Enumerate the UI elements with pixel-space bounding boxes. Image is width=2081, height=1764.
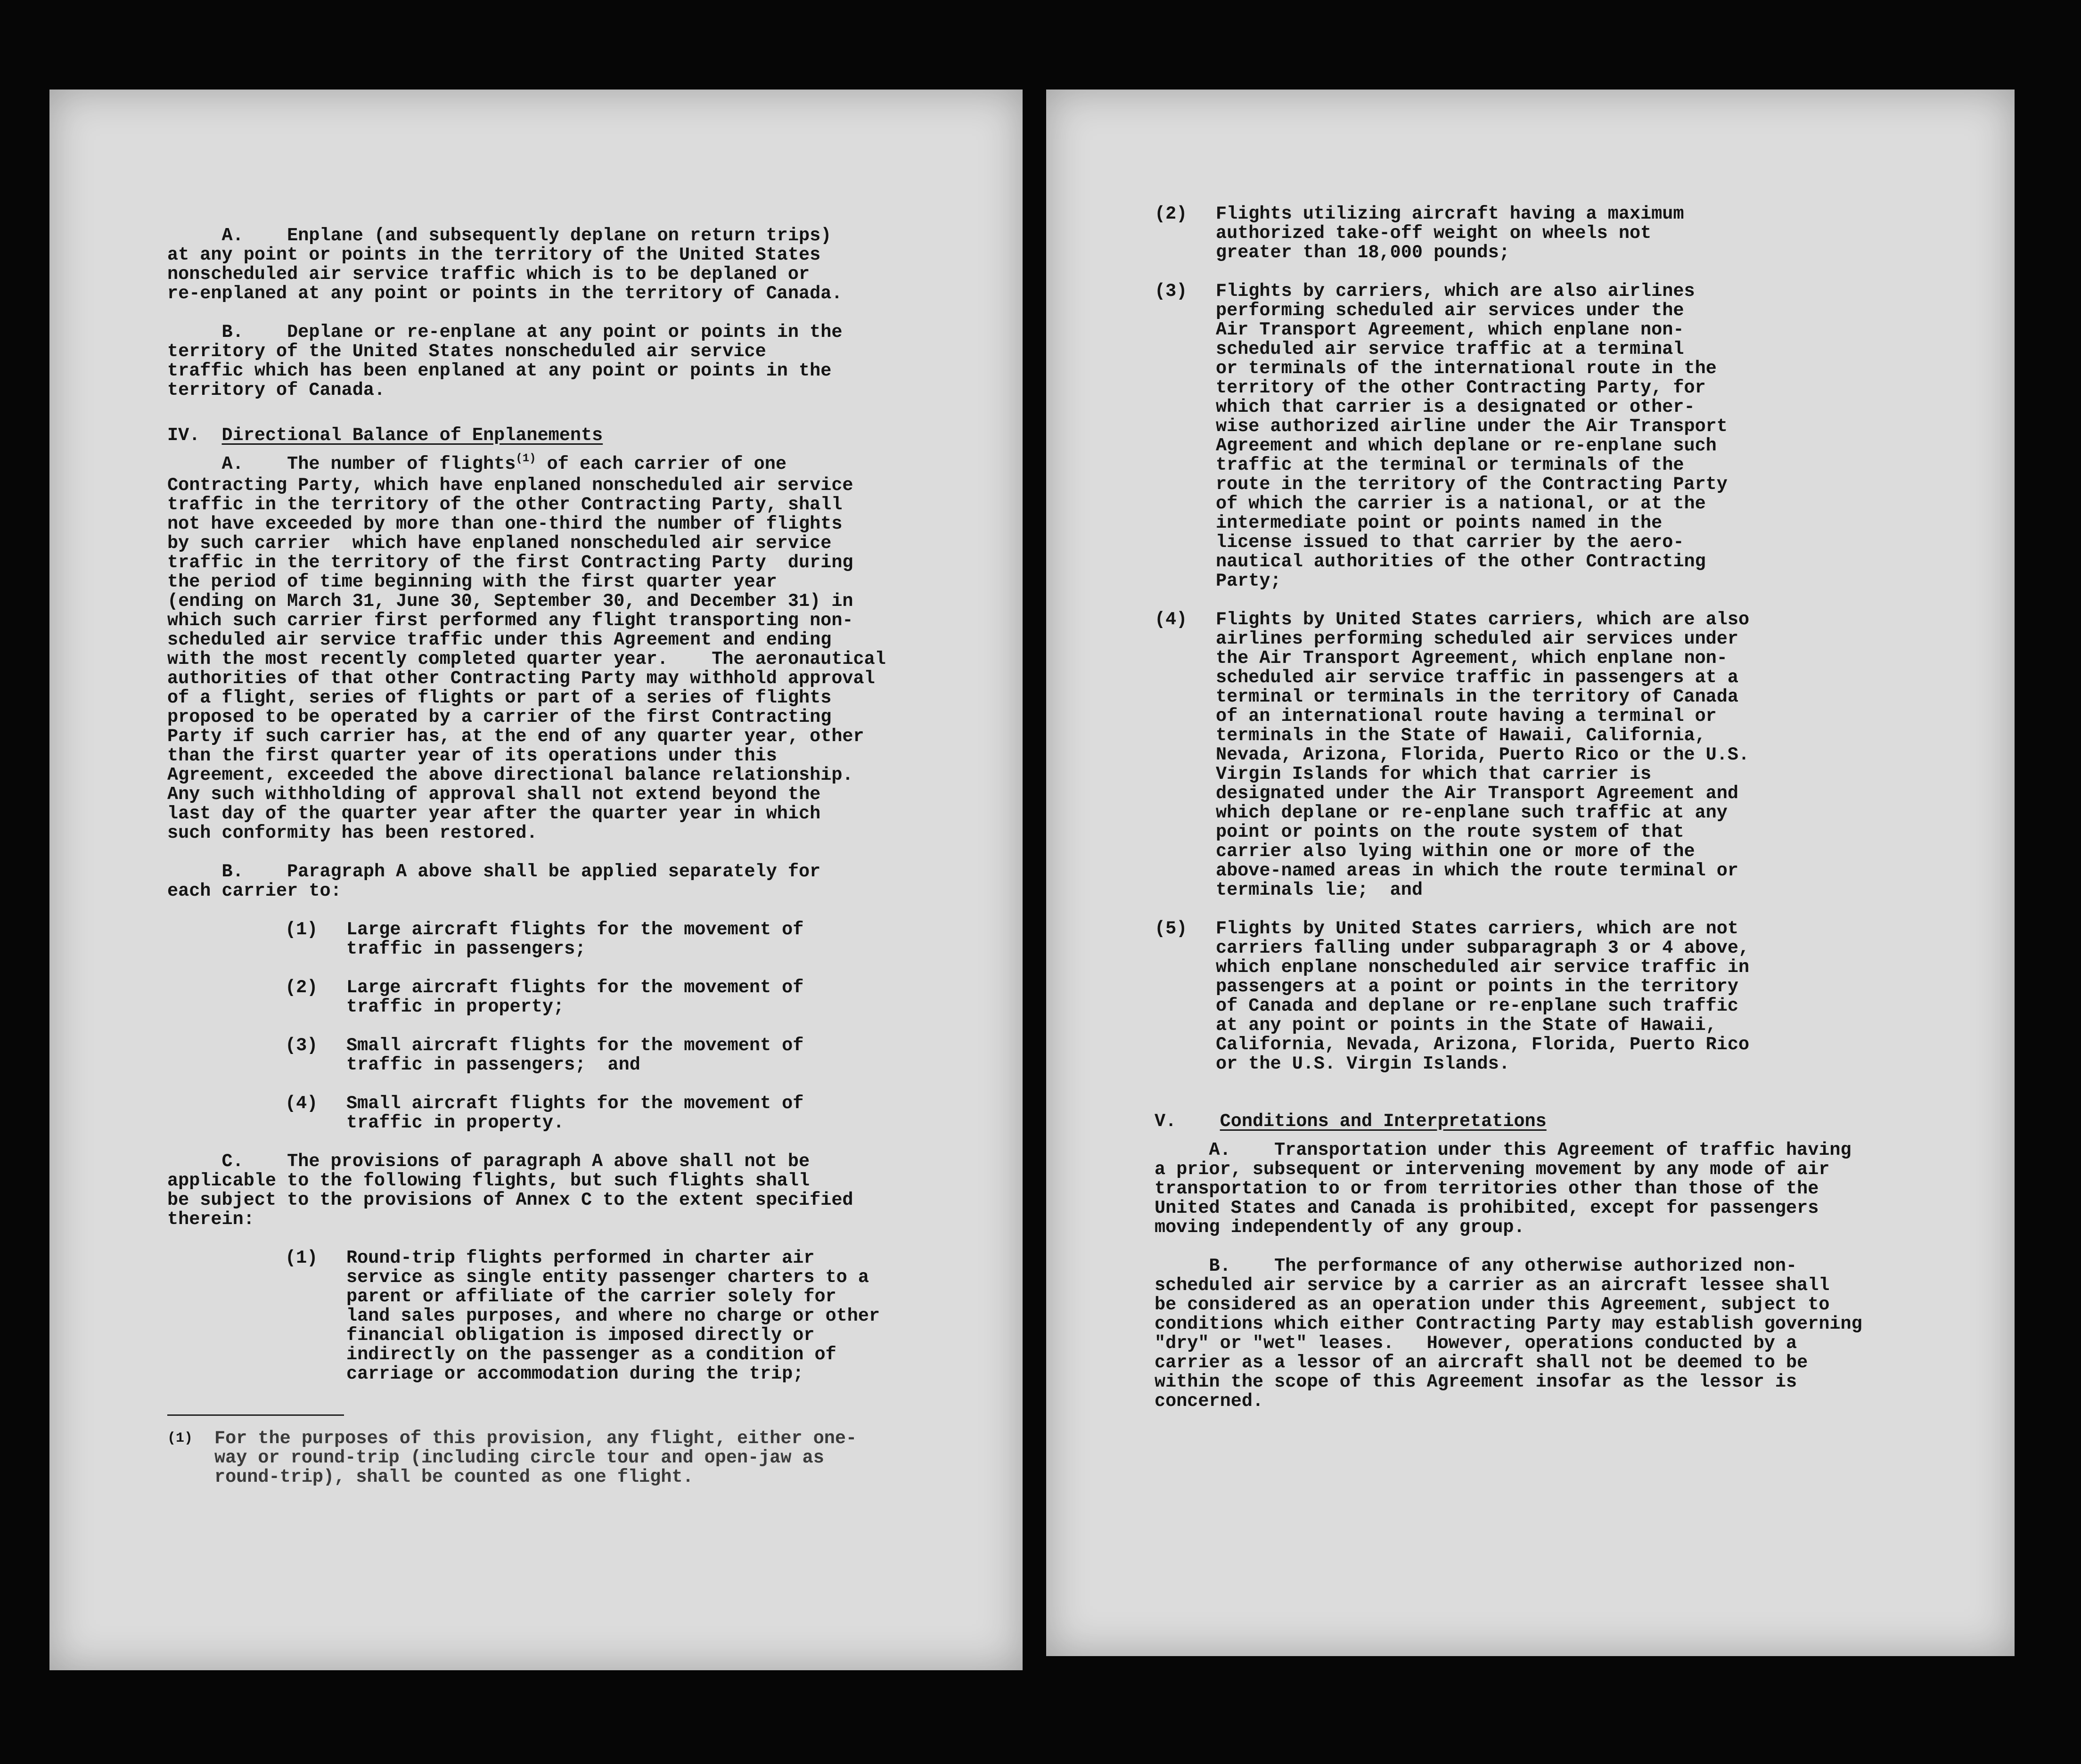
text-line: scheduled air service by a carrier as an aircraft lessee shall: [1155, 1275, 1830, 1296]
text-line: designated under the Air Transport Agreement and: [1216, 783, 1738, 804]
text-line: way or round-trip (including circle tour and open-jaw as: [214, 1447, 824, 1468]
paragraph-4a: [167, 476, 997, 843]
text-line: traffic at the terminal or terminals of the: [1216, 455, 1684, 475]
text-line: "dry" or "wet" leases. However, operations conducted by a: [1155, 1333, 1797, 1354]
text-line: carriage or accommodation during the trip;: [346, 1364, 804, 1384]
text-line: Small aircraft flights for the movement of: [346, 1093, 804, 1114]
text-line: traffic in property;: [346, 996, 565, 1017]
text-line: Virgin Islands for which that carrier is: [1216, 764, 1652, 784]
text-line: land sales purposes, and where no charge or other: [346, 1306, 880, 1326]
text-line: traffic in passengers; and: [346, 1054, 640, 1075]
paragraph-4a-lead-rest: of each carrier of one: [536, 454, 787, 474]
text-line: Any such withholding of approval shall not extend beyond the: [167, 784, 821, 805]
section-iv-number: IV.: [167, 425, 200, 446]
list-item: [285, 978, 997, 1017]
item-text: [346, 920, 803, 959]
text-line: Large aircraft flights for the movement of: [346, 977, 804, 998]
text-line: of a flight, series of flights or part of a series of flights: [167, 687, 832, 708]
text-line: the Air Transport Agreement, which enplane non-: [1216, 648, 1728, 669]
text-line: Flights by United States carriers, which are not: [1216, 918, 1738, 939]
text-line: or the U.S. Virgin Islands.: [1216, 1054, 1510, 1074]
text-line: applicable to the following flights, but such flights shall: [167, 1170, 810, 1191]
text-line: re-enplaned at any point or points in the territory of Canada.: [167, 283, 843, 304]
text-line: B. Deplane or re-enplane at any point or points in the: [167, 322, 843, 343]
text-line: terminals in the State of Hawaii, California,: [1216, 725, 1706, 746]
text-line: license issued to that carrier by the aero-: [1216, 532, 1684, 553]
item-text: [1216, 610, 1749, 900]
text-line: B. The performance of any otherwise authorized non-: [1155, 1256, 1797, 1276]
paragraph-4a-first-line: [167, 452, 997, 476]
item-text: [346, 1249, 880, 1384]
item-number: (2): [285, 977, 318, 998]
text-line: be subject to the provisions of Annex C to the extent specified: [167, 1190, 853, 1210]
list-item: [285, 1094, 997, 1133]
item-number: (4): [285, 1093, 318, 1114]
text-line: Round-trip flights performed in charter air: [346, 1248, 815, 1268]
text-line: carrier as a lessor of an aircraft shall not be deemed to be: [1155, 1352, 1808, 1373]
text-line: Agreement, exceeded the above directional balance relationship.: [167, 765, 853, 785]
item-number: (3): [1155, 281, 1188, 302]
text-line: Flights by United States carriers, which are also: [1216, 609, 1750, 630]
paragraph-4b: [167, 862, 997, 901]
paragraph-4c: [167, 1152, 997, 1229]
text-line: point or points on the route system of that: [1216, 822, 1684, 842]
text-line: at any point or points in the territory of the United States: [167, 245, 821, 265]
paragraph-4c-item-1: [285, 1249, 997, 1384]
text-line: territory of the United States nonscheduled air service: [167, 341, 766, 362]
list-item: [285, 920, 997, 959]
text-line: Air Transport Agreement, which enplane non-: [1216, 319, 1684, 340]
text-line: service as single entity passenger charters to a: [346, 1267, 869, 1288]
text-line: Small aircraft flights for the movement of: [346, 1035, 804, 1056]
text-line: Party;: [1216, 571, 1281, 591]
text-line: a prior, subsequent or intervening movement by any mode of air: [1155, 1159, 1830, 1180]
section-iv-heading: [167, 426, 997, 445]
item-text: [346, 978, 803, 1017]
text-line: airlines performing scheduled air services under: [1216, 629, 1738, 649]
item-text: [346, 1094, 803, 1133]
paragraph-4a-lead: A. The number of flights: [167, 454, 516, 474]
list-item: [285, 1036, 997, 1075]
text-line: nonscheduled air service traffic which is to be deplaned or: [167, 264, 810, 285]
text-line: traffic which has been enplaned at any point or points in the: [167, 360, 832, 381]
text-line: at any point or points in the State of Hawaii,: [1216, 1015, 1717, 1036]
text-line: C. The provisions of paragraph A above shall not be: [167, 1151, 810, 1172]
footnote-text: [214, 1429, 857, 1487]
list-item: [1155, 204, 2003, 262]
text-line: traffic in the territory of the other Contracting Party, shall: [167, 494, 843, 515]
text-line: parent or affiliate of the carrier solely for: [346, 1286, 836, 1307]
item-number: (3): [285, 1035, 318, 1056]
text-line: of an international route having a terminal or: [1216, 706, 1717, 727]
text-line: than the first quarter year of its operations under this: [167, 745, 777, 766]
text-line: performing scheduled air services under the: [1216, 300, 1684, 321]
text-line: Flights utilizing aircraft having a maximum: [1216, 204, 1684, 224]
paragraph-4c-items-continued: [1155, 204, 2003, 1074]
text-line: Agreement and which deplane or re-enplane such: [1216, 435, 1717, 456]
text-line: intermediate point or points named in the: [1216, 513, 1663, 533]
text-line: above-named areas in which the route terminal or: [1216, 860, 1738, 881]
text-line: with the most recently completed quarter year. The aeronautical: [167, 649, 886, 670]
text-line: concerned.: [1155, 1391, 1264, 1412]
text-line: scheduled air service traffic in passengers at a: [1216, 667, 1738, 688]
text-line: greater than 18,000 pounds;: [1216, 242, 1510, 263]
text-line: of which the carrier is a national, or at the: [1216, 493, 1706, 514]
text-line: or terminals of the international route in the: [1216, 358, 1717, 379]
text-line: A. Transportation under this Agreement of traffic having: [1155, 1140, 1852, 1160]
text-line: wise authorized airline under the Air Transport: [1216, 416, 1728, 437]
text-line: conditions which either Contracting Party may establish governing: [1155, 1314, 1862, 1334]
paragraph-5a: [1155, 1141, 2003, 1237]
text-line: terminals lie; and: [1216, 880, 1423, 900]
text-line: passengers at a point or points in the territory: [1216, 976, 1738, 997]
text-line: (ending on March 31, June 30, September 30, and December 31) in: [167, 591, 853, 612]
text-line: territory of the other Contracting Party, for: [1216, 377, 1706, 398]
text-line: moving independently of any group.: [1155, 1217, 1525, 1238]
text-line: carrier also lying within one or more of the: [1216, 841, 1695, 862]
text-line: scheduled air service traffic under this Agreement and ending: [167, 629, 832, 650]
text-line: proposed to be operated by a carrier of the first Contracting: [167, 707, 832, 727]
text-line: which enplane nonscheduled air service traffic in: [1216, 957, 1750, 978]
text-line: by such carrier which have enplaned nonscheduled air service: [167, 533, 832, 554]
item-text: [346, 1036, 803, 1075]
paragraph-5b: [1155, 1257, 2003, 1411]
item-text: [1216, 204, 1684, 262]
section-v-number: V.: [1155, 1111, 1177, 1132]
text-line: the period of time beginning with the first quarter year: [167, 572, 777, 592]
text-line: California, Nevada, Arizona, Florida, Puerto Rico: [1216, 1034, 1750, 1055]
text-line: which deplane or re-enplane such traffic at any: [1216, 802, 1728, 823]
text-line: route in the territory of the Contracting Party: [1216, 474, 1728, 495]
text-line: financial obligation is imposed directly or: [346, 1325, 815, 1346]
footnote: [167, 1429, 997, 1487]
left-page: [49, 90, 1023, 1670]
text-line: of Canada and deplane or re-enplane such traffic: [1216, 996, 1738, 1016]
item-number: (1): [285, 1248, 318, 1268]
text-line: B. Paragraph A above shall be applied separately for: [167, 861, 821, 882]
text-line: not have exceeded by more than one-third the number of flights: [167, 514, 843, 534]
text-line: indirectly on the passenger as a condition of: [346, 1344, 836, 1365]
text-line: traffic in property.: [346, 1112, 565, 1133]
text-line: Nevada, Arizona, Florida, Puerto Rico or the U.S.: [1216, 744, 1750, 765]
list-item: [1155, 919, 2003, 1074]
paragraph-3b: [167, 323, 997, 400]
text-line: which such carrier first performed any flight transporting non-: [167, 610, 853, 631]
text-line: A. Enplane (and subsequently deplane on return trips): [167, 225, 832, 246]
footnote-mark: (1): [167, 1430, 193, 1446]
section-v-heading: [1155, 1112, 2003, 1131]
section-iv-title: Directional Balance of Enplanements: [221, 425, 603, 446]
text-line: Party if such carrier has, at the end of any quarter year, other: [167, 726, 864, 747]
footnote-reference: (1): [516, 452, 536, 465]
text-line: such conformity has been restored.: [167, 823, 538, 843]
text-line: which that carrier is a designated or other-: [1216, 397, 1695, 417]
item-number: (2): [1155, 204, 1188, 224]
text-line: authorized take-off weight on wheels not: [1216, 223, 1652, 244]
text-line: be considered as an operation under this Agreement, subject to: [1155, 1294, 1830, 1315]
item-text: [1216, 282, 1728, 591]
text-line: United States and Canada is prohibited, except for passengers: [1155, 1198, 1819, 1218]
text-line: round-trip), shall be counted as one flight.: [214, 1467, 694, 1487]
footnote-divider: [167, 1414, 344, 1416]
text-line: therein:: [167, 1209, 254, 1230]
item-number: (4): [1155, 609, 1188, 630]
text-line: each carrier to:: [167, 881, 342, 901]
text-line: authorities of that other Contracting Party may withhold approval: [167, 668, 875, 689]
text-line: scheduled air service traffic at a terminal: [1216, 339, 1684, 359]
item-number: (1): [285, 919, 318, 940]
text-line: Contracting Party, which have enplaned nonscheduled air service: [167, 475, 853, 496]
list-item: [1155, 282, 2003, 591]
text-line: within the scope of this Agreement insofar as the lessor is: [1155, 1372, 1797, 1392]
text-line: nautical authorities of the other Contracting: [1216, 551, 1706, 572]
left-page-text: [167, 226, 997, 1487]
text-line: For the purposes of this provision, any flight, either one-: [214, 1428, 857, 1449]
text-line: territory of Canada.: [167, 380, 385, 400]
list-item: [1155, 610, 2003, 900]
text-line: traffic in the territory of the first Contracting Party during: [167, 552, 853, 573]
right-page: [1046, 90, 2015, 1656]
paragraph-4b-items: [167, 920, 997, 1133]
right-page-text: [1155, 204, 2003, 1411]
text-line: Large aircraft flights for the movement of: [346, 919, 804, 940]
text-line: transportation to or from territories other than those of the: [1155, 1178, 1819, 1199]
text-line: Flights by carriers, which are also airlines: [1216, 281, 1695, 302]
text-line: carriers falling under subparagraph 3 or 4 above,: [1216, 938, 1750, 958]
text-line: terminal or terminals in the territory of Canada: [1216, 686, 1738, 707]
paragraph-3a: [167, 226, 997, 303]
item-text: [1216, 919, 1749, 1074]
section-v-title: Conditions and Interpretations: [1220, 1111, 1547, 1132]
text-line: last day of the quarter year after the quarter year in which: [167, 803, 821, 824]
text-line: traffic in passengers;: [346, 939, 586, 959]
item-number: (5): [1155, 918, 1188, 939]
